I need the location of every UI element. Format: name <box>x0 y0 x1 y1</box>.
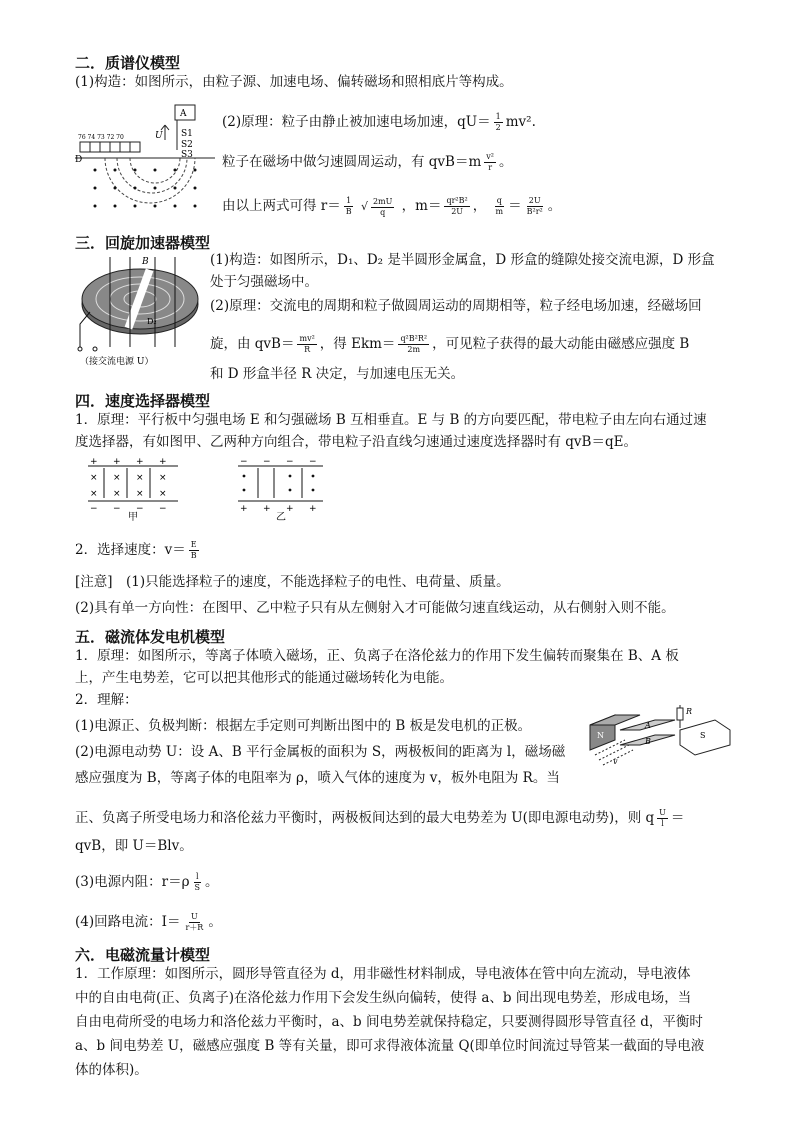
numerator: v² <box>486 152 495 161</box>
svg-text:+: + <box>90 457 98 467</box>
text: 由以上两式可得 r＝ <box>222 198 341 214</box>
fig-label-s2: S2 <box>181 140 193 150</box>
denominator: q <box>380 207 386 217</box>
denominator: 2m <box>407 345 421 354</box>
paragraph: (1)构造：如图所示，由粒子源、加速电场、偏转磁场和照相底片等构成。 <box>75 74 513 90</box>
text: (3)电源内阻：r＝ρ <box>75 874 190 890</box>
text: 。 <box>208 914 222 930</box>
fig-label-a: A <box>645 721 651 730</box>
text: ＝ <box>670 810 685 826</box>
svg-text:−: − <box>309 457 317 467</box>
sqrt: √ $\frac{2mU}{q}$ <box>360 196 393 217</box>
section-title-mhd-generator: 五．磁流体发电机模型 <box>75 628 226 646</box>
section-title-flowmeter: 六．电磁流量计模型 <box>75 946 211 964</box>
text: ， <box>472 198 487 214</box>
fig-caption: （接交流电源 U） <box>80 357 154 367</box>
paragraph: 上，产生电势差，它可以把其他形式的能通过磁场转化为电能。 <box>75 670 453 686</box>
cyclotron-figure <box>75 252 205 367</box>
svg-text:×: × <box>113 489 121 499</box>
fig-label-yi: 乙 <box>276 512 286 521</box>
fraction <box>657 808 668 829</box>
svg-text:−: − <box>113 504 121 514</box>
text: ，得 Ekm＝ <box>319 336 396 352</box>
paragraph: 1．工作原理：如图所示，圆形导管直径为 d，用非磁性材料制成，导电液体在管中向左流动，导电液体 <box>75 966 691 982</box>
numerator: l <box>195 872 199 881</box>
fraction <box>193 872 202 893</box>
fig-label-a: A <box>180 109 187 119</box>
svg-text:×: × <box>159 489 167 499</box>
text: mv². <box>505 114 536 130</box>
numerator: 2U <box>528 196 541 205</box>
fraction <box>371 197 394 218</box>
formula-line <box>222 112 536 133</box>
fig-label-b: B <box>645 737 651 746</box>
paragraph: (2)原理：交流电的周期和粒子做圆周运动的周期相等，粒子经电场加速，经磁场回 <box>210 298 702 314</box>
mhd-generator-figure <box>585 700 735 770</box>
svg-text:×: × <box>113 473 121 483</box>
text: ＝ <box>508 198 522 214</box>
section-title-cyclotron: 三．回旋加速器模型 <box>75 234 211 252</box>
formula-line <box>75 540 202 561</box>
fig-label-v: v <box>613 757 618 766</box>
svg-text:+: + <box>159 457 167 467</box>
fraction <box>344 196 354 217</box>
paragraph: 1．原理：如图所示，等离子体喷入磁场，正、负离子在洛伦兹力的作用下发生偏转而聚集在 B、A 板 <box>75 648 679 664</box>
fig-label-u: U <box>155 131 163 141</box>
svg-text:−: − <box>240 457 248 467</box>
text: 正、负离子所受电场力和洛伦兹力平衡时，两极板间达到的最大电势差为 U(即电源电动势)，则 q <box>75 810 655 826</box>
denominator: B²r² <box>526 207 543 216</box>
fraction <box>484 152 496 173</box>
numerator: q <box>496 196 502 205</box>
paragraph: (2)电源电动势 U：设 A、B 平行金属板的面积为 S，两极板间的距离为 l，磁场磁 <box>75 744 566 760</box>
paragraph: 感应强度为 B，等离子体的电阻率为 ρ，喷入气体的速度为 v，板外电阻为 R。当 <box>75 770 560 786</box>
formula-line <box>210 334 689 355</box>
paragraph: 1．原理：平行板中匀强电场 E 和匀强磁场 B 互相垂直。E 与 B 的方向要匹配，带电粒子由左向右通过速 <box>75 412 707 428</box>
denominator: r <box>488 163 493 172</box>
denominator: B <box>345 207 352 216</box>
svg-text:−: − <box>90 504 98 514</box>
fig-label-d: D <box>75 155 83 165</box>
paragraph: [注意] (1)只能选择粒子的速度，不能选择粒子的电性、电荷量、质量。 <box>75 574 510 590</box>
fig-label-d2: D₂ <box>147 317 157 326</box>
numerator: qr²B² <box>446 196 468 205</box>
fraction <box>189 540 199 561</box>
denominator: 2 <box>495 123 501 132</box>
fig-label-jia: 甲 <box>128 512 138 521</box>
text: 。 <box>499 154 513 170</box>
paragraph: 自由电荷所受的电场力和洛伦兹力平衡时，a、b 间电势差就保持稳定，只要测得圆形导管直径 d，平衡时 <box>75 1014 703 1030</box>
fig-label-s: S <box>700 731 706 740</box>
numerator: E <box>190 540 197 549</box>
fig-label-scale: 76 74 73 72 70 <box>78 134 124 141</box>
numerator: U <box>659 808 666 817</box>
fig-label-r: R <box>686 707 693 716</box>
svg-text:+: + <box>309 504 317 514</box>
denominator: R <box>304 345 311 354</box>
paragraph: 处于匀强磁场中。 <box>210 274 318 290</box>
fraction <box>444 196 469 217</box>
text: 。 <box>205 874 219 890</box>
fraction <box>525 196 545 217</box>
mass-spectrometer-figure <box>75 100 215 215</box>
formula-line <box>75 872 219 893</box>
text: ，m＝ <box>401 198 442 214</box>
text: 2．选择速度：v＝ <box>75 542 186 558</box>
fraction <box>297 334 316 355</box>
svg-text:−: − <box>263 457 271 467</box>
denominator: S <box>194 883 200 892</box>
fig-label-n: N <box>597 731 604 740</box>
paragraph: a、b 间电势差 U，磁感应强度 B 等有关量，即可求得液体流量 Q(即单位时间流过导管某一截面的导电液 <box>75 1038 705 1054</box>
velocity-selector-figure-yi <box>238 456 333 521</box>
denominator: l <box>661 819 664 828</box>
paragraph: 体的体积)。 <box>75 1062 148 1078</box>
text: 旋，由 qvB＝ <box>210 336 295 352</box>
svg-text:−: − <box>159 504 167 514</box>
numerator: mv² <box>299 334 315 343</box>
text: ，可见粒子获得的最大动能由磁感应强度 B <box>432 336 690 352</box>
paragraph: 和 D 形盒半径 R 决定，与加速电压无关。 <box>210 366 465 382</box>
fig-label-s1: S1 <box>181 129 193 139</box>
numerator: U <box>191 912 198 921</box>
paragraph: (2)具有单一方向性：在图甲、乙中粒子只有从左侧射入才可能做匀速直线运动，从右侧射入则不能。 <box>75 600 675 616</box>
svg-text:×: × <box>90 473 98 483</box>
svg-text:+: + <box>113 457 121 467</box>
numerator: 1 <box>495 112 501 121</box>
text: (4)回路电流：I＝ <box>75 914 181 930</box>
svg-text:×: × <box>90 489 98 499</box>
paragraph: 度选择器，有如图甲、乙两种方向组合，带电粒子沿直线匀速通过速度选择器时有 qvB＝qE。 <box>75 434 637 450</box>
fig-label-s3: S3 <box>181 150 193 160</box>
formula-line <box>222 196 561 218</box>
numerator: 1 <box>346 196 352 205</box>
fraction <box>494 196 506 217</box>
paragraph: (1)构造：如图所示，D₁、D₂ 是半圆形金属盒，D 形盒的缝隙处接交流电源，D 形盒 <box>210 252 715 268</box>
paragraph: (1)电源正、负极判断：根据左手定则可判断出图中的 B 板是发电机的正极。 <box>75 718 532 734</box>
text: (2)原理：粒子由静止被加速电场加速，qU＝ <box>222 114 491 130</box>
paragraph: 2．理解： <box>75 692 138 708</box>
denominator: r＋R <box>185 923 204 932</box>
text: 粒子在磁场中做匀速圆周运动，有 qvB＝m <box>222 154 482 170</box>
svg-text:+: + <box>263 504 271 514</box>
text: 。 <box>547 198 562 214</box>
svg-text:+: + <box>240 504 248 514</box>
formula-line <box>222 152 513 173</box>
svg-text:+: + <box>136 457 144 467</box>
formula-line <box>75 912 222 933</box>
formula-line <box>75 808 684 829</box>
fraction <box>183 912 205 933</box>
section-title-velocity-selector: 四．速度选择器模型 <box>75 392 211 410</box>
section-title-mass-spectrometer: 二．质谱仪模型 <box>75 54 181 72</box>
denominator: 2U <box>451 207 464 216</box>
svg-text:−: − <box>286 457 294 467</box>
numerator: 2mU <box>372 196 393 206</box>
paragraph: qvB，即 U＝Blv。 <box>75 838 193 854</box>
svg-text:×: × <box>136 473 144 483</box>
numerator: q²B²R² <box>400 334 428 343</box>
fraction <box>398 334 429 355</box>
velocity-selector-figure-jia <box>88 456 183 521</box>
svg-text:×: × <box>136 489 144 499</box>
fraction <box>494 112 503 133</box>
denominator: B <box>190 551 197 560</box>
fig-label-b: B <box>142 257 149 267</box>
svg-text:+: + <box>286 504 294 514</box>
denominator: m <box>495 207 504 216</box>
paragraph: 中的自由电荷(正、负离子)在洛伦兹力作用下会发生纵向偏转，使得 a、b 间出现电势差，形成电场，当 <box>75 990 692 1006</box>
svg-text:−: − <box>136 504 144 514</box>
svg-text:×: × <box>159 473 167 483</box>
